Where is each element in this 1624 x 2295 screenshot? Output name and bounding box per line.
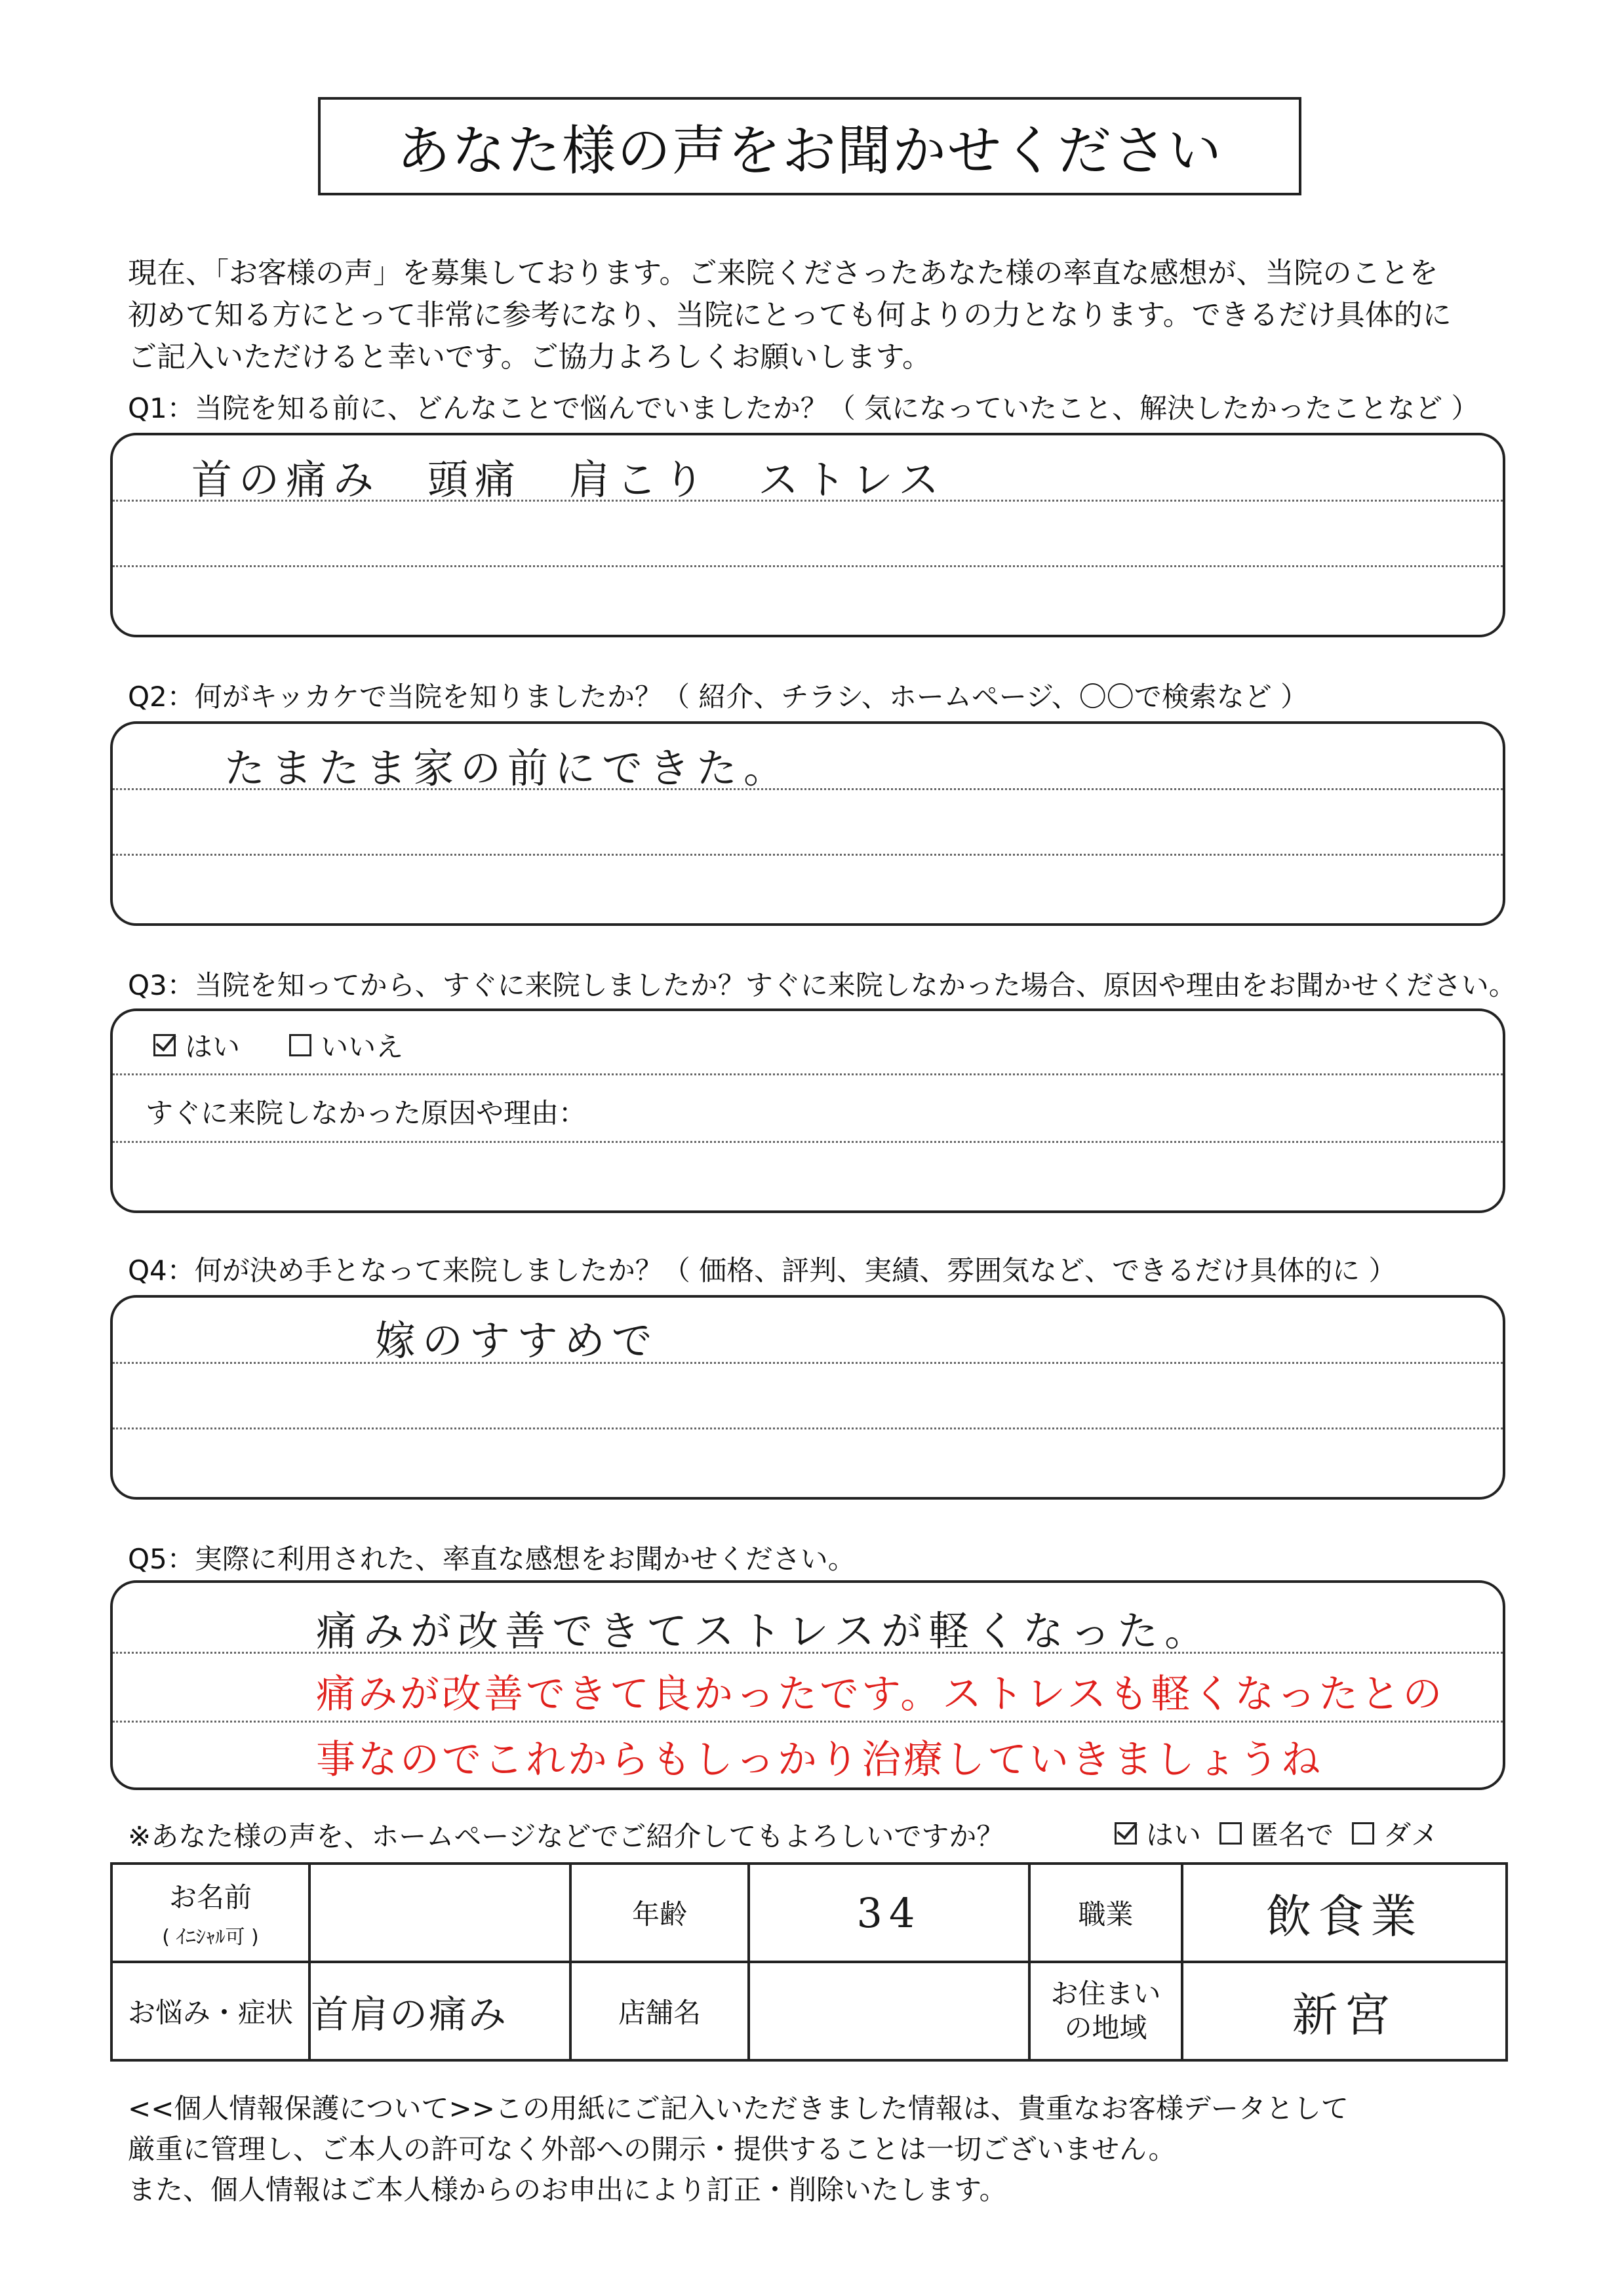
q2-label: Q2：何がキッカケで当院を知りましたか？（ 紹介、チラシ、ホームページ、〇〇で検索など ） xyxy=(128,681,1309,713)
ruled-line xyxy=(113,1362,1503,1364)
q5-staff-reply-line-2: 事なのでこれからもしっかり治療していきましょうね xyxy=(316,1737,1323,1783)
ruled-line xyxy=(113,1721,1503,1723)
job-value: 飲食業 xyxy=(1265,1889,1423,1944)
consent-yes-label: はい xyxy=(1146,1819,1202,1851)
ruled-line xyxy=(113,565,1503,567)
area-value-cell[interactable] xyxy=(1182,1962,1507,2060)
name-label-cell xyxy=(111,1864,309,1962)
q2-answer-box[interactable] xyxy=(110,721,1505,926)
job-label-cell xyxy=(1029,1864,1182,1962)
checkbox-icon[interactable] xyxy=(1352,1822,1374,1845)
age-label: 年齢 xyxy=(631,1898,687,1930)
age-value: 34 xyxy=(856,1888,922,1937)
q1-handwritten-answer: 首の痛み 頭痛 肩こり ストレス xyxy=(191,456,946,504)
symptom-label: お悩み・症状 xyxy=(127,1997,293,2029)
store-value-cell[interactable] xyxy=(749,1962,1029,2060)
area-label-line-2: の地域 xyxy=(1064,2012,1147,2044)
consent-no-option[interactable] xyxy=(1352,1814,1438,1853)
consent-anonymous-option[interactable] xyxy=(1219,1814,1334,1853)
q3-reason-label: すぐに来院しなかった原因や理由： xyxy=(146,1097,587,1129)
name-value-cell[interactable] xyxy=(309,1864,570,1962)
q3-yes-option[interactable] xyxy=(153,1026,240,1065)
q1-answer-box[interactable] xyxy=(110,433,1505,637)
name-note: ( ｲﾆｼｬﾙ可 ) xyxy=(162,1926,259,1949)
symptom-value-cell[interactable] xyxy=(309,1962,570,2060)
intro-line: 初めて知る方にとって非常に参考になり、当院にとっても何よりの力となります。できるだけ具体的に xyxy=(128,298,1452,332)
privacy-line: 厳重に管理し、ご本人の許可なく外部への開示・提供することは一切ございません。 xyxy=(128,2133,1176,2165)
ruled-line xyxy=(113,854,1503,856)
symptom-value: 首肩の痛み xyxy=(311,1992,508,2037)
intro-line: 現在、「お客様の声」を募集しております。ご来院くださったあなた様の率直な感想が、当院のことを xyxy=(128,256,1438,290)
q3-no-option[interactable] xyxy=(289,1026,403,1065)
q1-label: Q1：当院を知る前に、どんなことで悩んでいましたか？（ 気になっていたこと、解決したかったことなど ） xyxy=(128,392,1479,424)
page-title: あなた様の声をお聞かせください xyxy=(318,97,1301,195)
area-label-line-1: お住まい xyxy=(1050,1978,1161,2010)
customer-info-table xyxy=(110,1862,1508,2062)
consent-anonymous-label: 匿名で xyxy=(1251,1819,1334,1851)
q4-handwritten-answer: 嫁のすすめで xyxy=(375,1317,659,1365)
q5-label: Q5：実際に利用された、率直な感想をお聞かせください。 xyxy=(128,1543,856,1575)
checkbox-icon[interactable] xyxy=(289,1034,311,1056)
ruled-line xyxy=(113,1141,1503,1143)
intro-text xyxy=(128,252,1531,378)
checkbox-checked-icon[interactable] xyxy=(153,1034,176,1056)
job-value-cell[interactable] xyxy=(1182,1864,1507,1962)
ruled-line xyxy=(113,1073,1503,1075)
q3-yes-label: はい xyxy=(185,1031,241,1063)
area-value: 新宮 xyxy=(1292,1987,1397,2042)
privacy-notice xyxy=(128,2088,1505,2210)
consent-options xyxy=(1115,1814,1438,1853)
q4-answer-box[interactable] xyxy=(110,1295,1505,1500)
privacy-line: また、個人情報はご本人様からのお申出により訂正・削除いたします。 xyxy=(128,2174,1007,2206)
q3-label: Q3：当院を知ってから、すぐに来院しましたか？すぐに来院しなかった場合、原因や理由をお聞かせください。 xyxy=(128,969,1516,1001)
q3-options xyxy=(153,1026,449,1065)
q3-no-label: いいえ xyxy=(321,1031,404,1063)
area-label-cell xyxy=(1029,1962,1182,2060)
consent-question: ※あなた様の声を、ホームページなどでご紹介してもよろしいですか？ xyxy=(128,1820,1004,1852)
q5-handwritten-answer: 痛みが改善できてストレスが軽くなった。 xyxy=(316,1607,1212,1655)
store-label-cell xyxy=(570,1962,749,2060)
store-label: 店舗名 xyxy=(618,1997,701,2029)
age-label-cell xyxy=(570,1864,749,1962)
q4-label: Q4：何が決め手となって来院しましたか？（ 価格、評判、実績、雰囲気など、できるだけ具体的に ） xyxy=(128,1254,1396,1287)
symptom-label-cell xyxy=(111,1962,309,2060)
q5-answer-box[interactable] xyxy=(110,1580,1505,1790)
q2-handwritten-answer: たまたま家の前にできた。 xyxy=(224,744,791,792)
ruled-line xyxy=(113,1427,1503,1429)
checkbox-checked-icon[interactable] xyxy=(1115,1822,1137,1845)
name-label: お名前 xyxy=(168,1881,252,1913)
checkbox-icon[interactable] xyxy=(1219,1822,1242,1845)
job-label: 職業 xyxy=(1078,1898,1134,1930)
privacy-line: <<個人情報保護について>>この用紙にご記入いただきました情報は、貴重なお客様データとして xyxy=(128,2092,1349,2125)
q3-answer-box xyxy=(110,1008,1505,1213)
consent-yes-option[interactable] xyxy=(1115,1814,1201,1853)
q5-staff-reply-line-1: 痛みが改善できて良かったです。ストレスも軽くなったとの xyxy=(316,1671,1445,1717)
consent-no-label: ダメ xyxy=(1383,1819,1439,1851)
intro-line: ご記入いただけると幸いです。ご協力よろしくお願いします。 xyxy=(128,340,931,374)
age-value-cell[interactable] xyxy=(749,1864,1029,1962)
